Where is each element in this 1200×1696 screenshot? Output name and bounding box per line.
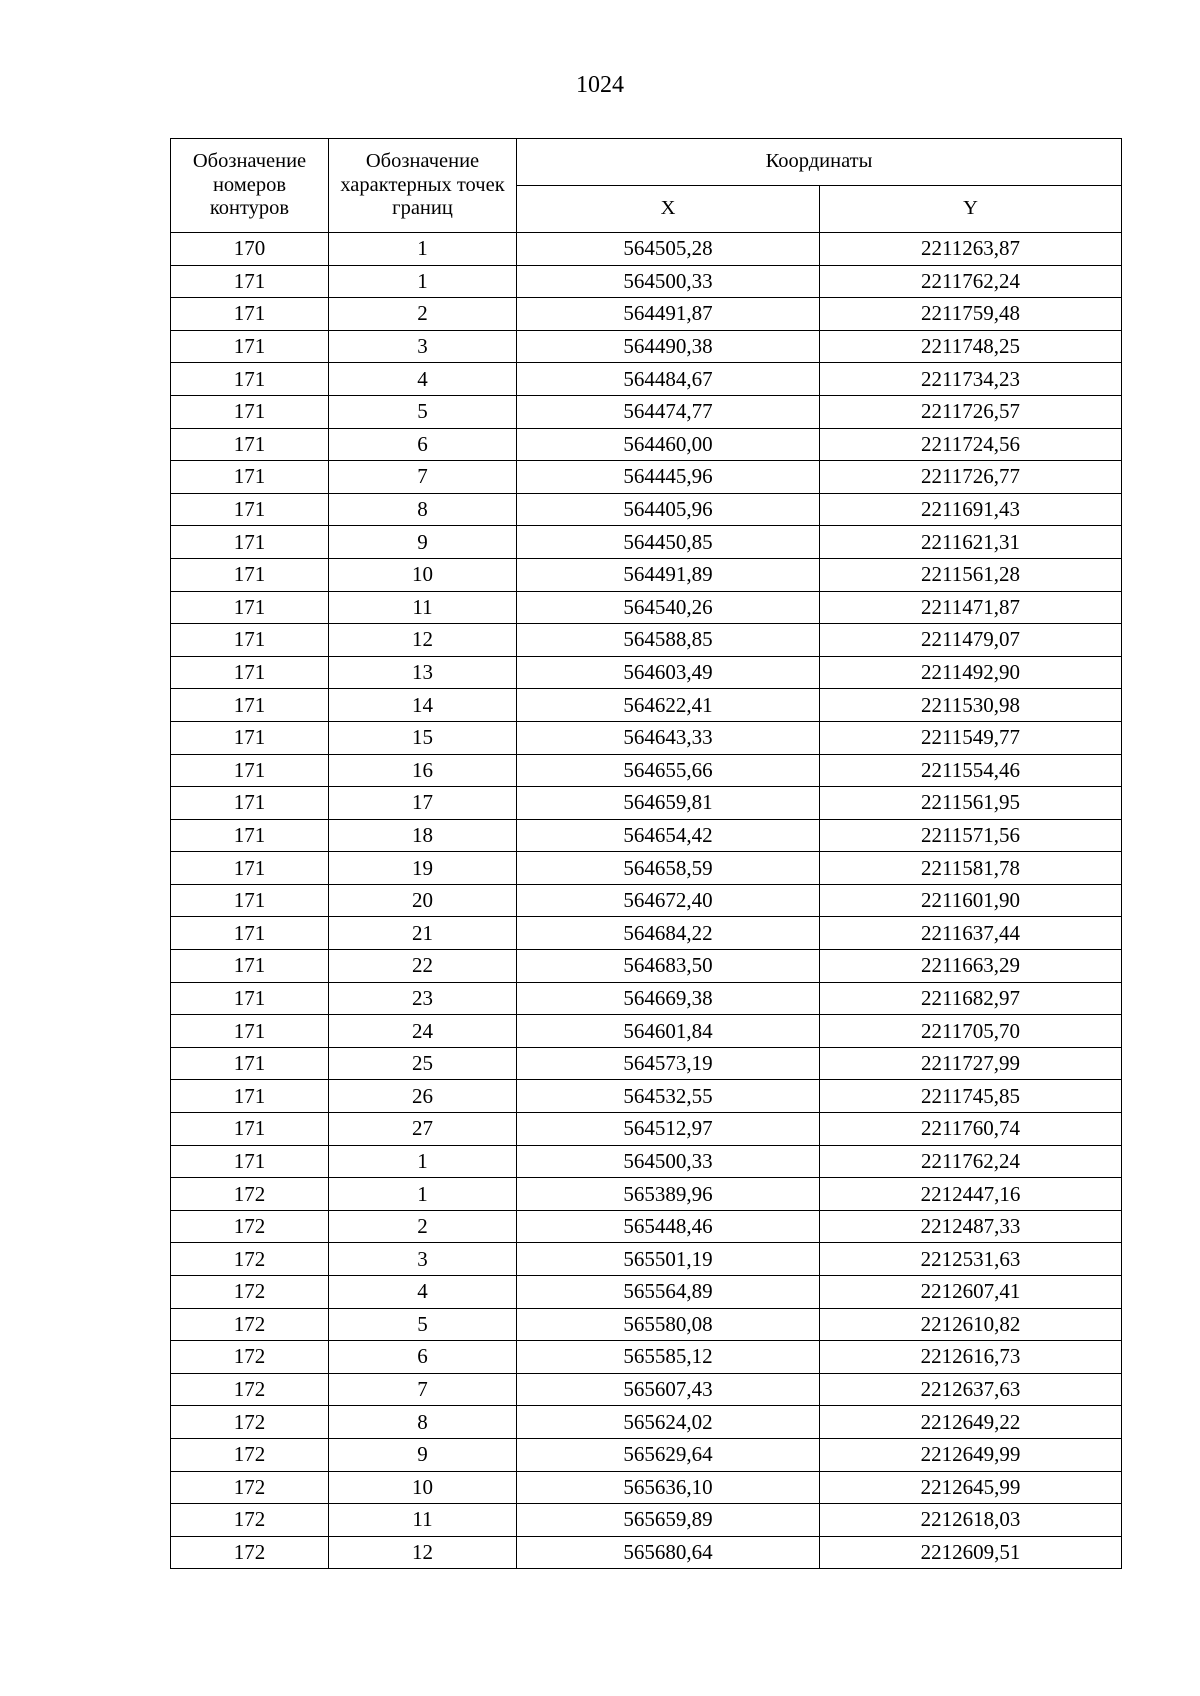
table-row [171, 1341, 1122, 1374]
x-coordinate-cell: 564490,38 [517, 330, 820, 363]
x-coordinate-cell: 564450,85 [517, 526, 820, 559]
x-coordinate-cell: 564512,97 [517, 1113, 820, 1146]
x-coordinate-cell: 565624,02 [517, 1406, 820, 1439]
table-row [171, 1406, 1122, 1439]
table-body [171, 233, 1122, 1569]
y-coordinate-cell: 2212618,03 [820, 1504, 1122, 1537]
boundary-point-header: Обозначение характерных точек границ [329, 139, 517, 233]
x-coordinate-cell: 564659,81 [517, 787, 820, 820]
table-row [171, 787, 1122, 820]
point-number-cell: 5 [329, 395, 517, 428]
x-coordinate-cell: 564460,00 [517, 428, 820, 461]
table-row [171, 493, 1122, 526]
contour-number-cell: 171 [171, 1015, 329, 1048]
y-coordinate-cell: 2211663,29 [820, 950, 1122, 983]
contour-number-cell: 171 [171, 624, 329, 657]
y-coordinate-cell: 2211726,77 [820, 461, 1122, 494]
x-coordinate-cell: 564588,85 [517, 624, 820, 657]
x-coordinate-cell: 565448,46 [517, 1210, 820, 1243]
x-coordinate-cell: 564405,96 [517, 493, 820, 526]
table-row [171, 624, 1122, 657]
contour-number-cell: 171 [171, 1113, 329, 1146]
y-coordinate-cell: 2211760,74 [820, 1113, 1122, 1146]
y-coordinate-cell: 2211637,44 [820, 917, 1122, 950]
contour-number-cell: 171 [171, 884, 329, 917]
table-row [171, 1276, 1122, 1309]
table-row [171, 1047, 1122, 1080]
point-number-cell: 1 [329, 1178, 517, 1211]
point-number-cell: 7 [329, 461, 517, 494]
table-row [171, 917, 1122, 950]
point-number-cell: 16 [329, 754, 517, 787]
x-coordinate-cell: 564655,66 [517, 754, 820, 787]
table-row [171, 265, 1122, 298]
x-coordinate-cell: 564484,67 [517, 363, 820, 396]
contour-number-cell: 172 [171, 1210, 329, 1243]
table-row [171, 754, 1122, 787]
x-coordinate-cell: 565585,12 [517, 1341, 820, 1374]
point-number-cell: 1 [329, 1145, 517, 1178]
contour-number-cell: 172 [171, 1438, 329, 1471]
table-row [171, 1438, 1122, 1471]
table-row [171, 982, 1122, 1015]
point-number-cell: 12 [329, 624, 517, 657]
x-coordinate-cell: 565389,96 [517, 1178, 820, 1211]
table-row [171, 233, 1122, 266]
y-coordinate-cell: 2212610,82 [820, 1308, 1122, 1341]
table-row [171, 656, 1122, 689]
y-coordinate-cell: 2211759,48 [820, 298, 1122, 331]
y-column-header: Y [820, 186, 1122, 233]
point-number-cell: 10 [329, 1471, 517, 1504]
y-coordinate-cell: 2211705,70 [820, 1015, 1122, 1048]
point-number-cell: 8 [329, 1406, 517, 1439]
table-row [171, 819, 1122, 852]
point-number-cell: 22 [329, 950, 517, 983]
y-coordinate-cell: 2211745,85 [820, 1080, 1122, 1113]
y-coordinate-cell: 2211682,97 [820, 982, 1122, 1015]
contour-number-cell: 171 [171, 819, 329, 852]
contour-number-cell: 171 [171, 1080, 329, 1113]
x-coordinate-cell: 565636,10 [517, 1471, 820, 1504]
x-coordinate-cell: 564603,49 [517, 656, 820, 689]
point-number-cell: 5 [329, 1308, 517, 1341]
point-number-cell: 1 [329, 233, 517, 266]
x-coordinate-cell: 564672,40 [517, 884, 820, 917]
table-row [171, 1373, 1122, 1406]
contour-number-cell: 171 [171, 330, 329, 363]
table-row [171, 689, 1122, 722]
x-coordinate-cell: 564540,26 [517, 591, 820, 624]
table-row [171, 1210, 1122, 1243]
contour-number-cell: 171 [171, 298, 329, 331]
y-coordinate-cell: 2212609,51 [820, 1536, 1122, 1569]
point-number-cell: 23 [329, 982, 517, 1015]
point-number-cell: 3 [329, 330, 517, 363]
y-coordinate-cell: 2212616,73 [820, 1341, 1122, 1374]
coordinates-table [170, 138, 1122, 1569]
y-coordinate-cell: 2211726,57 [820, 395, 1122, 428]
contour-number-cell: 171 [171, 493, 329, 526]
contour-number-cell: 171 [171, 1145, 329, 1178]
contour-number-cell: 171 [171, 395, 329, 428]
contour-number-cell: 171 [171, 1047, 329, 1080]
point-number-cell: 11 [329, 1504, 517, 1537]
contour-number-cell: 171 [171, 461, 329, 494]
table-row [171, 1471, 1122, 1504]
contour-number-cell: 171 [171, 787, 329, 820]
point-number-cell: 6 [329, 428, 517, 461]
y-coordinate-cell: 2212531,63 [820, 1243, 1122, 1276]
contour-number-cell: 172 [171, 1276, 329, 1309]
y-coordinate-cell: 2211724,56 [820, 428, 1122, 461]
y-coordinate-cell: 2211263,87 [820, 233, 1122, 266]
table-row [171, 950, 1122, 983]
y-coordinate-cell: 2211762,24 [820, 1145, 1122, 1178]
point-number-cell: 2 [329, 1210, 517, 1243]
y-coordinate-cell: 2212649,22 [820, 1406, 1122, 1439]
y-coordinate-cell: 2211571,56 [820, 819, 1122, 852]
x-coordinate-cell: 564491,89 [517, 558, 820, 591]
table-row [171, 363, 1122, 396]
y-coordinate-cell: 2212607,41 [820, 1276, 1122, 1309]
point-number-cell: 20 [329, 884, 517, 917]
point-number-cell: 12 [329, 1536, 517, 1569]
y-coordinate-cell: 2211601,90 [820, 884, 1122, 917]
x-coordinate-cell: 564658,59 [517, 852, 820, 885]
x-coordinate-cell: 564491,87 [517, 298, 820, 331]
point-number-cell: 4 [329, 1276, 517, 1309]
x-coordinate-cell: 564643,33 [517, 721, 820, 754]
point-number-cell: 21 [329, 917, 517, 950]
x-coordinate-cell: 565659,89 [517, 1504, 820, 1537]
contour-number-header: Обозначение номеров контуров [171, 139, 329, 233]
x-coordinate-cell: 564669,38 [517, 982, 820, 1015]
table-row [171, 330, 1122, 363]
table-row [171, 461, 1122, 494]
contour-number-cell: 171 [171, 917, 329, 950]
point-number-cell: 26 [329, 1080, 517, 1113]
contour-number-cell: 172 [171, 1308, 329, 1341]
table-row [171, 395, 1122, 428]
point-number-cell: 13 [329, 656, 517, 689]
x-coordinate-cell: 564505,28 [517, 233, 820, 266]
y-coordinate-cell: 2212447,16 [820, 1178, 1122, 1211]
x-coordinate-cell: 565580,08 [517, 1308, 820, 1341]
coordinates-header: Координаты [517, 139, 1122, 186]
point-number-cell: 1 [329, 265, 517, 298]
point-number-cell: 14 [329, 689, 517, 722]
y-coordinate-cell: 2211561,95 [820, 787, 1122, 820]
y-coordinate-cell: 2211530,98 [820, 689, 1122, 722]
contour-number-cell: 171 [171, 656, 329, 689]
y-coordinate-cell: 2211554,46 [820, 754, 1122, 787]
y-coordinate-cell: 2211748,25 [820, 330, 1122, 363]
point-number-cell: 15 [329, 721, 517, 754]
contour-number-cell: 172 [171, 1406, 329, 1439]
contour-number-cell: 170 [171, 233, 329, 266]
x-coordinate-cell: 565607,43 [517, 1373, 820, 1406]
x-coordinate-cell: 564684,22 [517, 917, 820, 950]
contour-number-cell: 172 [171, 1243, 329, 1276]
point-number-cell: 10 [329, 558, 517, 591]
x-coordinate-cell: 565629,64 [517, 1438, 820, 1471]
x-coordinate-cell: 564500,33 [517, 265, 820, 298]
point-number-cell: 9 [329, 1438, 517, 1471]
x-coordinate-cell: 564654,42 [517, 819, 820, 852]
y-coordinate-cell: 2212649,99 [820, 1438, 1122, 1471]
x-coordinate-cell: 565501,19 [517, 1243, 820, 1276]
point-number-cell: 24 [329, 1015, 517, 1048]
x-coordinate-cell: 564532,55 [517, 1080, 820, 1113]
x-coordinate-cell: 564500,33 [517, 1145, 820, 1178]
point-number-cell: 4 [329, 363, 517, 396]
table-row [171, 1145, 1122, 1178]
y-coordinate-cell: 2212637,63 [820, 1373, 1122, 1406]
table-row [171, 558, 1122, 591]
contour-number-cell: 171 [171, 526, 329, 559]
contour-number-cell: 172 [171, 1471, 329, 1504]
x-coordinate-cell: 564622,41 [517, 689, 820, 722]
x-coordinate-cell: 564445,96 [517, 461, 820, 494]
point-number-cell: 11 [329, 591, 517, 624]
y-coordinate-cell: 2211492,90 [820, 656, 1122, 689]
y-coordinate-cell: 2211621,31 [820, 526, 1122, 559]
point-number-cell: 19 [329, 852, 517, 885]
contour-number-cell: 172 [171, 1536, 329, 1569]
y-coordinate-cell: 2211561,28 [820, 558, 1122, 591]
y-coordinate-cell: 2211479,07 [820, 624, 1122, 657]
point-number-cell: 6 [329, 1341, 517, 1374]
point-number-cell: 25 [329, 1047, 517, 1080]
y-coordinate-cell: 2212645,99 [820, 1471, 1122, 1504]
table-row [171, 1243, 1122, 1276]
y-coordinate-cell: 2211549,77 [820, 721, 1122, 754]
point-number-cell: 8 [329, 493, 517, 526]
x-coordinate-cell: 564474,77 [517, 395, 820, 428]
point-number-cell: 27 [329, 1113, 517, 1146]
contour-number-cell: 171 [171, 591, 329, 624]
point-number-cell: 9 [329, 526, 517, 559]
contour-number-cell: 172 [171, 1341, 329, 1374]
point-number-cell: 3 [329, 1243, 517, 1276]
table-row [171, 1308, 1122, 1341]
contour-number-cell: 171 [171, 363, 329, 396]
x-column-header: X [517, 186, 820, 233]
y-coordinate-cell: 2212487,33 [820, 1210, 1122, 1243]
contour-number-cell: 171 [171, 265, 329, 298]
page-number: 1024 [576, 72, 624, 98]
y-coordinate-cell: 2211734,23 [820, 363, 1122, 396]
x-coordinate-cell: 565680,64 [517, 1536, 820, 1569]
table-row [171, 721, 1122, 754]
table-row [171, 1536, 1122, 1569]
y-coordinate-cell: 2211762,24 [820, 265, 1122, 298]
point-number-cell: 17 [329, 787, 517, 820]
point-number-cell: 2 [329, 298, 517, 331]
y-coordinate-cell: 2211581,78 [820, 852, 1122, 885]
table-row [171, 1113, 1122, 1146]
point-number-cell: 18 [329, 819, 517, 852]
table-row [171, 1178, 1122, 1211]
x-coordinate-cell: 564683,50 [517, 950, 820, 983]
table-row [171, 298, 1122, 331]
contour-number-cell: 171 [171, 558, 329, 591]
contour-number-cell: 171 [171, 428, 329, 461]
contour-number-cell: 172 [171, 1504, 329, 1537]
contour-number-cell: 172 [171, 1178, 329, 1211]
y-coordinate-cell: 2211727,99 [820, 1047, 1122, 1080]
contour-number-cell: 171 [171, 689, 329, 722]
point-number-cell: 7 [329, 1373, 517, 1406]
contour-number-cell: 171 [171, 852, 329, 885]
contour-number-cell: 171 [171, 721, 329, 754]
table-row [171, 526, 1122, 559]
contour-number-cell: 171 [171, 982, 329, 1015]
x-coordinate-cell: 564601,84 [517, 1015, 820, 1048]
table-header [171, 139, 1122, 233]
contour-number-cell: 171 [171, 950, 329, 983]
y-coordinate-cell: 2211471,87 [820, 591, 1122, 624]
contour-number-cell: 171 [171, 754, 329, 787]
y-coordinate-cell: 2211691,43 [820, 493, 1122, 526]
table-row [171, 591, 1122, 624]
table-row [171, 852, 1122, 885]
x-coordinate-cell: 565564,89 [517, 1276, 820, 1309]
table-row [171, 428, 1122, 461]
table-row [171, 1080, 1122, 1113]
table-row [171, 1504, 1122, 1537]
table-row [171, 884, 1122, 917]
contour-number-cell: 172 [171, 1373, 329, 1406]
table-row [171, 1015, 1122, 1048]
x-coordinate-cell: 564573,19 [517, 1047, 820, 1080]
